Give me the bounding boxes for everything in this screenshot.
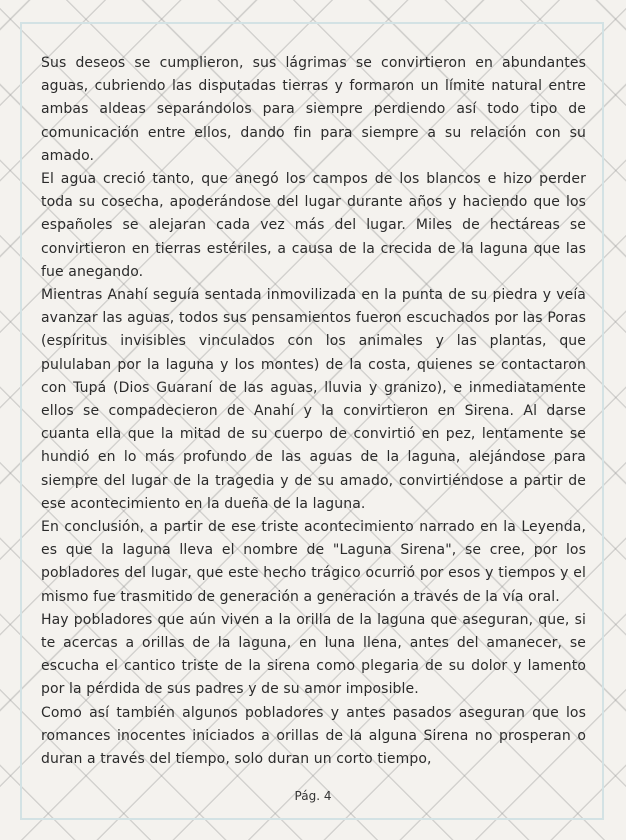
paragraph: En conclusión, a partir de ese triste acontecimiento narrado en la Leyenda, es que la laguna lleva el nombre de "Laguna Sirena", se cree, por los pobladores del lugar, que este hecho trágico ocurrió por esos y tiempos y el mismo fue trasmitido de generación a generación a través de la vía oral.	[41, 519, 586, 605]
paragraph: Mientras Anahí seguía sentada inmovilizada en la punta de su piedra y veía avanzar las aguas, todos sus pensamientos fueron escuchados por las Poras (espíritus invisibles vinculados con los animales y las plantas, que pululaban por la laguna y los montes) de la costa, quienes se contactaron con Tupá (Dios Guaraní de las aguas, lluvia y granizo), e inmediatamente ellos se compadecieron de Anahí y la convirtieron en Sirena. Al darse cuanta ella que la mitad de su cuerpo de convirtió en pez, lentamente se hundió en lo más profundo de las aguas de la laguna, alejándose para siempre del lugar de la tragedia y de su amado, convirtiéndose a partir de ese acontecimiento en la dueña de la laguna.	[41, 287, 586, 512]
paragraph: El agua creció tanto, que anegó los campos de los blancos e hizo perder toda su cosecha, apoderándose del lugar durante años y haciendo que los españoles se alejaran cada vez más del lugar. Miles de hectáreas se convirtieron en tierras estériles, a causa de la crecida de la laguna que las fue anegando.	[41, 171, 586, 280]
document-body	[41, 52, 586, 771]
paragraph: Hay pobladores que aún viven a la orilla de la laguna que aseguran, que, si te acercas a orillas de la laguna, en luna llena, antes del amanecer, se escucha el cantico triste de la sirena como plegaria de su dolor y lamento por la pérdida de sus padres y de su amor imposible.	[41, 611, 586, 698]
paragraph: Como así también algunos pobladores y antes pasados aseguran que los romances inocentes iniciados a orillas de la alguna Sirena no prosperan o duran a través del tiempo, solo duran un corto tiempo,	[41, 704, 586, 768]
paragraph: Sus deseos se cumplieron, sus lágrimas se convirtieron en abundantes aguas, cubriendo las disputadas tierras y formaron un límite natural entre ambas aldeas separándolos para siempre perdiendo así todo tipo de comunicación entre ellos, dando fin para siempre a su relación con su amado.	[41, 55, 586, 164]
page-number: Pág. 4	[294, 789, 332, 803]
